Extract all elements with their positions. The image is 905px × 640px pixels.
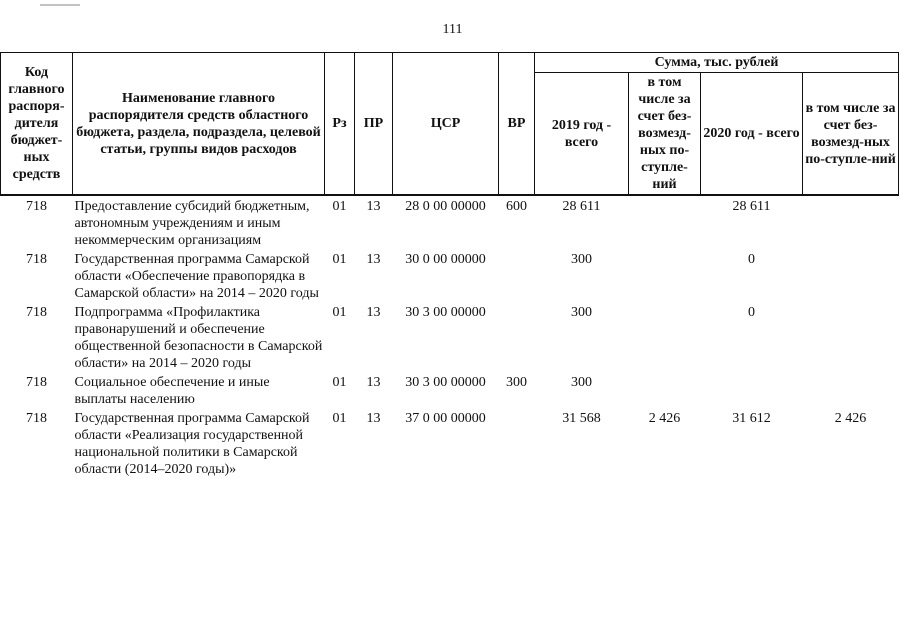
cell-code: 718 [26, 305, 47, 320]
header-2019-free: в том числе за счет без-возмезд-ных по-ступле-ний [629, 73, 701, 196]
cell-vr [499, 302, 535, 372]
cell-2019-free [629, 249, 701, 302]
cell-vr: 300 [506, 375, 527, 390]
table-row [1, 302, 899, 372]
cell-rz: 01 [325, 195, 355, 249]
cell-code: 718 [26, 411, 47, 426]
header-sum: Сумма, тыс. рублей [535, 53, 899, 73]
cell-vr [499, 408, 535, 478]
table-row [1, 372, 899, 408]
table-row [1, 249, 899, 302]
cell-rz: 01 [332, 411, 347, 426]
cell-name: Подпрограмма «Профилактика правонарушений и обеспечение общественной безопасности в Самарской области» на 2014 – 2020 годы [74, 305, 323, 371]
cell-2020-free [803, 195, 899, 249]
cell-2020-total [701, 372, 803, 408]
cell-2019-free [629, 302, 701, 372]
cell-2020-free: 2 426 [834, 411, 867, 426]
cell-2020-free [803, 249, 899, 302]
cell-csr: 30 3 00 00000 [405, 305, 486, 320]
cell-csr: 37 0 00 00000 [405, 411, 486, 426]
header-2020-total: 2020 год - всего [701, 73, 803, 196]
cell-2019-free: 2 426 [648, 411, 681, 426]
header-name: Наименование главного распорядителя средств областного бюджета, раздела, подраздела, целевой статьи, группы видов расходов [73, 53, 325, 196]
cell-2019-total: 31 568 [562, 411, 601, 426]
cell-pr: 13 [366, 305, 381, 320]
cell-rz: 01 [332, 305, 347, 320]
cell-2020-total: 28 611 [701, 195, 803, 249]
header-rz: Рз [325, 53, 355, 196]
cell-code: 718 [26, 375, 47, 390]
cell-name: Предоставление субсидий бюджетным, автономным учреждениям и иным некоммерческим организациям [73, 195, 325, 249]
cell-csr: 30 3 00 00000 [405, 375, 486, 390]
cell-csr: 28 0 00 00000 [393, 195, 499, 249]
cell-name: Государственная программа Самарской области «Реализация государственной национальной политики в Самарской области (2014–2020 годы)» [74, 411, 310, 477]
cell-pr: 13 [366, 375, 381, 390]
header-code: Код главного распоря-дителя бюджет-ных средств [1, 53, 73, 196]
cell-vr: 600 [499, 195, 535, 249]
cell-csr: 30 0 00 00000 [405, 252, 486, 267]
cell-2020-total: 31 612 [732, 411, 771, 426]
cell-rz: 01 [332, 252, 347, 267]
table-row [1, 195, 899, 249]
cell-vr [499, 249, 535, 302]
cell-rz: 01 [332, 375, 347, 390]
cell-2020-free [803, 372, 899, 408]
header-csr: ЦСР [393, 53, 499, 196]
cell-pr: 13 [355, 195, 393, 249]
cell-name: Государственная программа Самарской области «Обеспечение правопорядка в Самарской области» на 2014 – 2020 годы [74, 252, 319, 301]
cell-name: Социальное обеспечение и иные выплаты населению [74, 375, 270, 407]
header-pr: ПР [355, 53, 393, 196]
header-vr: ВР [499, 53, 535, 196]
page-number: 111 [442, 22, 463, 37]
budget-table [0, 52, 899, 478]
cell-code: 718 [1, 195, 73, 249]
cell-2020-total: 0 [748, 305, 755, 320]
cell-2019-free [629, 195, 701, 249]
cell-2019-total: 300 [571, 305, 592, 320]
scan-artifact [40, 4, 80, 6]
header-2020-free: в том числе за счет без-возмезд-ных по-ступле-ний [803, 73, 899, 196]
cell-code: 718 [26, 252, 47, 267]
header-2019-total: 2019 год - всего [535, 73, 629, 196]
cell-2019-total: 300 [571, 252, 592, 267]
cell-2019-free [629, 372, 701, 408]
cell-2019-total: 28 611 [535, 195, 629, 249]
cell-pr: 13 [366, 411, 381, 426]
table-row [1, 408, 899, 478]
cell-2020-total: 0 [748, 252, 755, 267]
cell-2020-free [803, 302, 899, 372]
cell-pr: 13 [366, 252, 381, 267]
cell-2019-total: 300 [571, 375, 592, 390]
